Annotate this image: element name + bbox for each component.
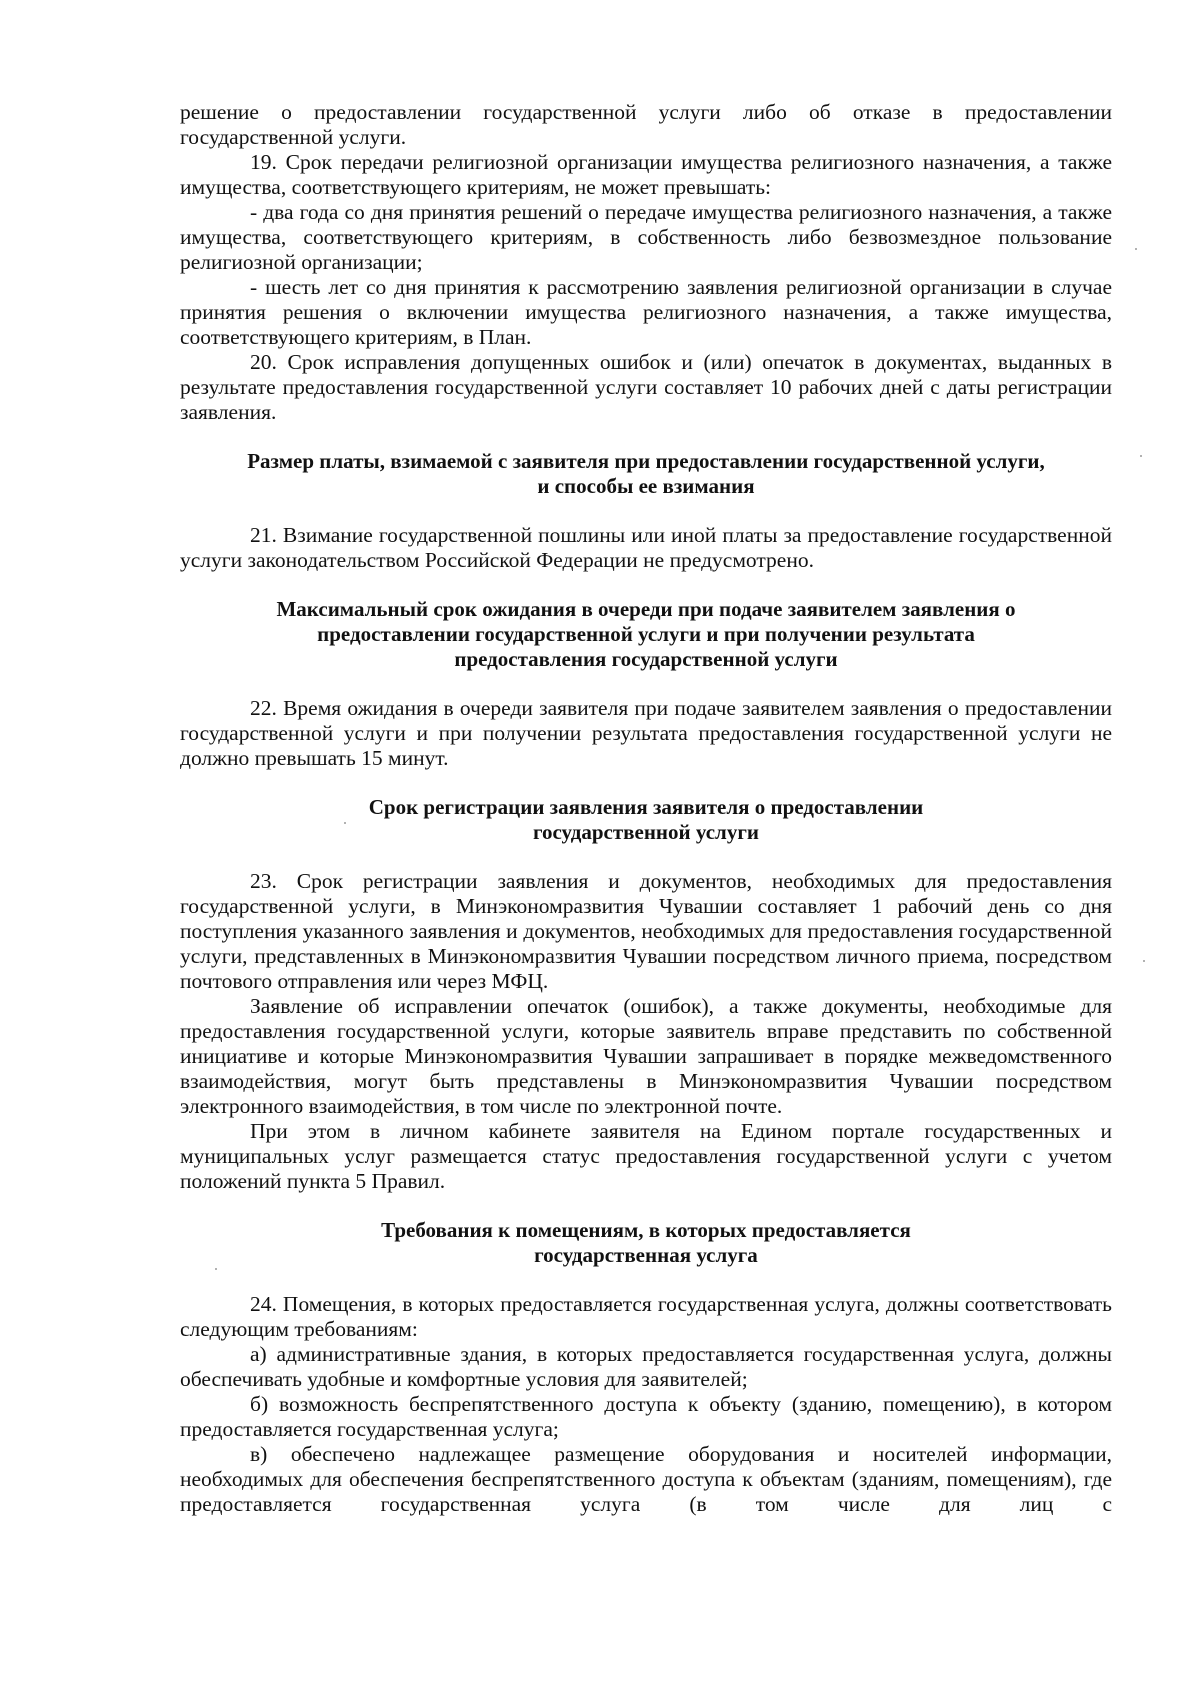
section-heading-line: предоставления государственной услуги (454, 647, 838, 671)
section-gap (180, 771, 1112, 795)
section-heading-line: Требования к помещениям, в которых предоставляется (381, 1218, 911, 1242)
paragraph: - два года со дня принятия решений о передаче имущества религиозного назначения, а также имущества, соответствующего критериям, в собственность либо безвозмездное пользование религиозной организации; (180, 200, 1112, 274)
section-gap (180, 1268, 1112, 1292)
paragraph: - шесть лет со дня принятия к рассмотрению заявления религиозной организации в случае принятия решения о включении имущества религиозного назначения, а также имущества, соответствующего критериям, в План. (180, 275, 1112, 349)
paragraph: в) обеспечено надлежащее размещение оборудования и носителей информации, необходимых для обеспечения беспрепятственного доступа к объектам (зданиям, помещениям), где предоставляется государственная услуга (в том числе для лиц с (180, 1442, 1112, 1516)
paragraph: 24. Помещения, в которых предоставляется государственная услуга, должны соответствовать следующим требованиям: (180, 1292, 1112, 1341)
section-heading-line: предоставлении государственной услуги и при получении результата (317, 622, 975, 646)
scan-speck (215, 1268, 217, 1270)
document-body (180, 100, 1112, 1517)
section-heading-line: Максимальный срок ожидания в очереди при подаче заявителем заявления о (276, 597, 1016, 621)
scan-speck (344, 822, 346, 824)
section-gap (180, 1194, 1112, 1218)
document-page (180, 100, 1112, 1517)
section-heading (180, 1218, 1112, 1268)
paragraph: 21. Взимание государственной пошлины или иной платы за предоставление государственной услуги законодательством Российской Федерации не предусмотрено. (180, 523, 1112, 572)
paragraph: 20. Срок исправления допущенных ошибок и (или) опечаток в документах, выданных в результате предоставления государственной услуги составляет 10 рабочих дней с даты регистрации заявления. (180, 350, 1112, 424)
section-gap (180, 845, 1112, 869)
section-gap (180, 425, 1112, 449)
scan-speck (1140, 455, 1142, 457)
section-heading-line: государственной услуги (533, 820, 759, 844)
scan-speck (1143, 960, 1145, 962)
paragraph: а) административные здания, в которых предоставляется государственная услуга, должны обеспечивать удобные и комфортные условия для заявителей; (180, 1342, 1112, 1391)
section-heading-line: и способы ее взимания (537, 474, 755, 498)
paragraph: б) возможность беспрепятственного доступа к объекту (зданию, помещению), в котором предоставляется государственная услуга; (180, 1392, 1112, 1441)
section-heading-line: Размер платы, взимаемой с заявителя при предоставлении государственной услуги, (247, 449, 1045, 473)
section-heading-line: государственная услуга (534, 1243, 758, 1267)
section-gap (180, 573, 1112, 597)
section-heading (180, 597, 1112, 672)
section-gap (180, 672, 1112, 696)
paragraph: 22. Время ожидания в очереди заявителя при подаче заявителем заявления о предоставлении государственной услуги и при получении результата предоставления государственной услуги не должно превышать 15 минут. (180, 696, 1112, 770)
section-gap (180, 499, 1112, 523)
paragraph: 19. Срок передачи религиозной организации имущества религиозного назначения, а также имущества, соответствующего критериям, не может превышать: (180, 150, 1112, 199)
paragraph: Заявление об исправлении опечаток (ошибок), а также документы, необходимые для предоставления государственной услуги, которые заявитель вправе представить по собственной инициативе и которые Минэкономразвития Чувашии запрашивает в порядке межведомственного взаимодействия, могут быть представлены в Минэкономразвития Чувашии посредством электронного взаимодействия, в том числе по электронной почте. (180, 994, 1112, 1118)
paragraph: решение о предоставлении государственной услуги либо об отказе в предоставлении государственной услуги. (180, 100, 1112, 149)
paragraph: При этом в личном кабинете заявителя на Едином портале государственных и муниципальных услуг размещается статус предоставления государственной услуги с учетом положений пункта 5 Правил. (180, 1119, 1112, 1193)
section-heading (180, 449, 1112, 499)
scan-speck (1135, 248, 1137, 250)
section-heading (180, 795, 1112, 845)
section-heading-line: Срок регистрации заявления заявителя о предоставлении (368, 795, 924, 819)
paragraph: 23. Срок регистрации заявления и документов, необходимых для предоставления государственной услуги, в Минэкономразвития Чувашии составляет 1 рабочий день со дня поступления указанного заявления и документов, необходимых для предоставления государственной услуги, представленных в Минэкономразвития Чувашии посредством личного приема, посредством почтового отправления или через МФЦ. (180, 869, 1112, 993)
